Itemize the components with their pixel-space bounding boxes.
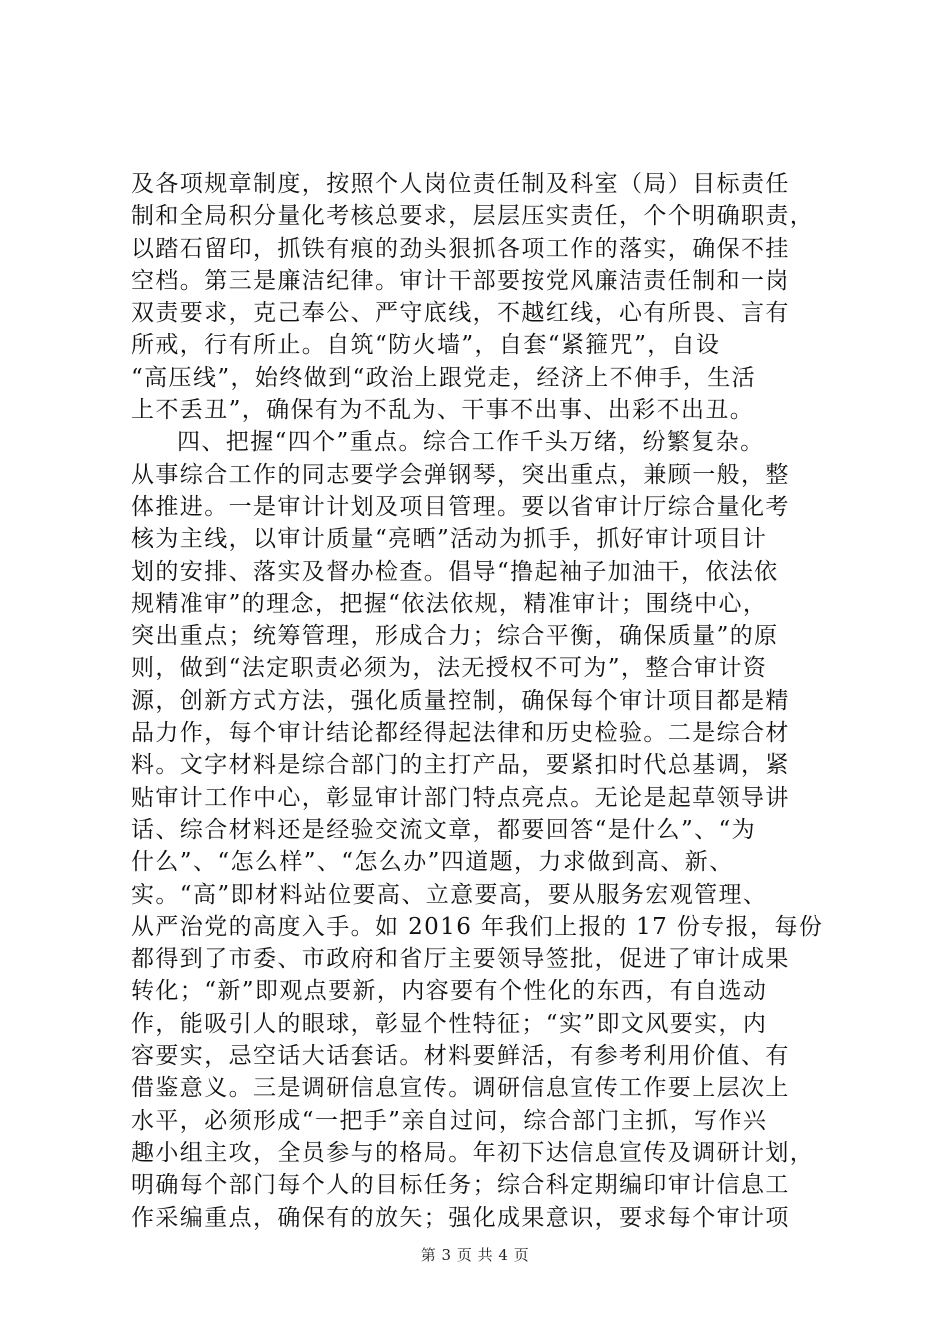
- text-line: 容要实，忌空话大话套话。材料要鲜活，有参考利用价值、有: [131, 1043, 790, 1070]
- text-line: 及各项规章制度，按照个人岗位责任制及科室（局）目标责任: [131, 171, 790, 197]
- text-line: 都得到了市委、市政府和省厅主要领导签批，促进了审计成果: [131, 946, 790, 973]
- text-line: 作，能吸引人的眼球，彰显个性特征；“实”即文风要实，内: [131, 1010, 768, 1037]
- text-line: 贴审计工作中心，彰显审计部门特点亮点。无论是起草领导讲: [131, 784, 790, 811]
- text-line: 话、综合材料还是经验交流文章，都要回答“是什么”、“为: [131, 816, 757, 843]
- text-line: 作采编重点，确保有的放矢；强化成果意识，要求每个审计项: [131, 1204, 790, 1231]
- text-line: 上不丢丑”，确保有为不乱为、干事不出事、出彩不出丑。: [131, 397, 755, 424]
- text-line: 趣小组主攻，全员参与的格局。年初下达信息宣传及调研计划，: [131, 1139, 815, 1166]
- text-line: 借鉴意义。三是调研信息宣传。调研信息宣传工作要上层次上: [131, 1075, 790, 1102]
- text-line: 从严治党的高度入手。如 2016 年我们上报的 17 份专报，每份: [131, 913, 824, 940]
- text-line: 突出重点；统筹管理，形成合力；综合平衡，确保质量”的原: [131, 623, 779, 650]
- text-line: 核为主线，以审计质量“亮晒”活动为抓手，抓好审计项目计: [131, 526, 768, 553]
- text-line: 所戒，行有所止。自筑“防火墙”，自套“紧箍咒”，自设: [131, 332, 721, 359]
- text-line: 制和全局积分量化考核总要求，层层压实责任，个个明确职责，: [131, 203, 815, 230]
- text-line: 则，做到“法定职责必须为，法无授权不可为”，整合审计资: [131, 655, 768, 682]
- text-line: 从事综合工作的同志要学会弹钢琴，突出重点，兼顾一般，整: [131, 461, 790, 488]
- text-line: “高压线”，始终做到“政治上跟党走，经济上不伸手，生活: [131, 364, 757, 391]
- page-footer: 第 3 页 共 4 页: [420, 1246, 530, 1264]
- text-line: 体推进。一是审计计划及项目管理。要以省审计厅综合量化考: [131, 493, 790, 520]
- text-line: 品力作，每个审计结论都经得起法律和历史检验。二是综合材: [131, 720, 790, 747]
- text-line: 以踏石留印，抓铁有痕的劲头狠抓各项工作的落实，确保不挂: [131, 235, 790, 262]
- text-line: 划的安排、落实及督办检查。倡导“撸起袖子加油干，依法依: [131, 558, 779, 585]
- text-line: 规精准审”的理念，把握“依法依规，精准审计；围绕中心，: [131, 590, 768, 617]
- text-line: 什么”、“怎么样”、“怎么办”四道题，力求做到高、新、: [131, 849, 734, 876]
- text-line: 实。“高”即材料站位要高、立意要高，要从服务宏观管理、: [131, 881, 768, 908]
- text-line: 转化；“新”即观点要新，内容要有个性化的东西，有自选动: [131, 978, 768, 1005]
- text-line: 源，创新方式方法，强化质量控制，确保每个审计项目都是精: [131, 687, 790, 714]
- section-heading-line: 四、把握“四个”重点。综合工作千头万绪，纷繁复杂。: [177, 429, 765, 456]
- text-line: 水平，必须形成“一把手”亲自过问，综合部门主抓，写作兴: [131, 1107, 768, 1134]
- text-line: 明确每个部门每个人的目标任务；综合科定期编印审计信息工: [131, 1172, 790, 1199]
- text-line: 双责要求，克己奉公、严守底线，不越红线，心有所畏、言有: [131, 300, 790, 327]
- text-line: 料。文字材料是综合部门的主打产品，要紧扣时代总基调，紧: [131, 752, 790, 779]
- body-text: [131, 168, 831, 1234]
- text-line: 空档。第三是廉洁纪律。审计干部要按党风廉洁责任制和一岗: [131, 267, 790, 294]
